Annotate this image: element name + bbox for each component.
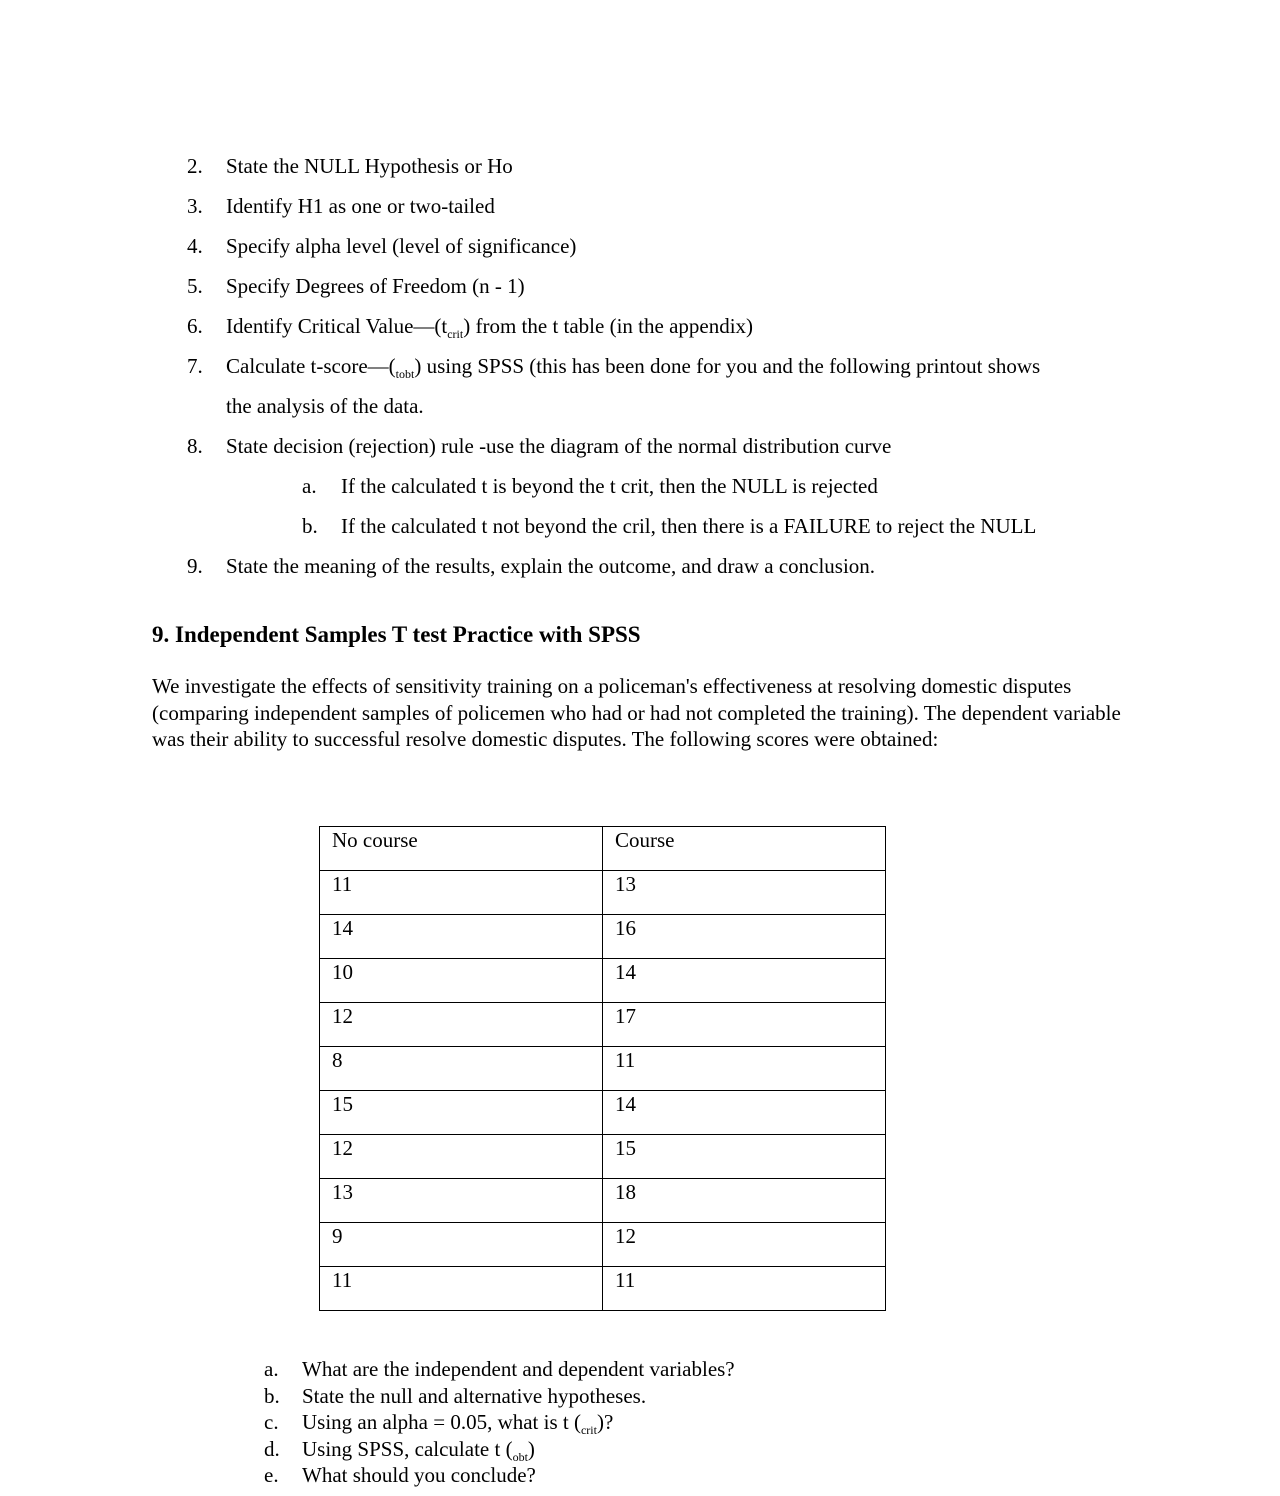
no-course-score-cell: 14: [320, 915, 603, 959]
table-row: [320, 1223, 886, 1267]
step-number: 4.: [187, 234, 203, 258]
question-letter: e.: [264, 1463, 279, 1487]
question-text: Using SPSS, calculate t (: [302, 1436, 513, 1461]
table-row: [320, 871, 886, 915]
step-number: 7.: [187, 354, 203, 378]
table-header-row: [320, 827, 886, 871]
course-score-cell: 14: [603, 1091, 886, 1135]
rule-text: If the calculated t not beyond the cril, then there is a FAILURE to reject the NULL: [341, 514, 1037, 538]
decision-rule-item: [302, 506, 1187, 546]
course-score-cell: 17: [603, 1003, 886, 1047]
step-number: 8.: [187, 434, 203, 458]
decision-rule-item: [302, 466, 1187, 506]
step-number: 6.: [187, 314, 203, 338]
course-score-cell: 16: [603, 915, 886, 959]
no-course-score-cell: 12: [320, 1135, 603, 1179]
step-item: [187, 186, 1187, 226]
question-item: [264, 1383, 735, 1410]
no-course-score-cell: 9: [320, 1223, 603, 1267]
table-row: [320, 915, 886, 959]
no-course-score-cell: 8: [320, 1047, 603, 1091]
question-letter: b.: [264, 1383, 280, 1408]
no-course-score-cell: 12: [320, 1003, 603, 1047]
step-item: [187, 426, 1187, 546]
step-number: 3.: [187, 194, 203, 218]
procedure-steps-list: [187, 146, 1187, 586]
step-text: State the meaning of the results, explain the outcome, and draw a conclusion.: [226, 554, 876, 578]
step-item: [187, 266, 1187, 306]
course-score-cell: 11: [603, 1267, 886, 1311]
no-course-score-cell: 11: [320, 1267, 603, 1311]
rule-letter: a.: [302, 474, 317, 498]
step-text: Identify Critical Value—(t: [226, 314, 448, 338]
no-course-score-cell: 13: [320, 1179, 603, 1223]
step-text-continued: the analysis of the data.: [226, 394, 424, 418]
no-course-score-cell: 11: [320, 871, 603, 915]
rule-letter: b.: [302, 514, 318, 538]
subscript: crit: [580, 1423, 597, 1437]
subscript: crit: [447, 327, 464, 341]
step-text: State decision (rejection) rule -use the diagram of the normal distribution curve: [226, 434, 892, 458]
subscript: tobt: [395, 367, 415, 381]
step-text: Calculate t-score—(: [226, 354, 396, 378]
scores-table: [319, 826, 886, 1311]
question-letter: a.: [264, 1357, 279, 1381]
rule-text: If the calculated t is beyond the t crit, then the NULL is rejected: [341, 474, 878, 498]
course-score-cell: 15: [603, 1135, 886, 1179]
step-number: 9.: [187, 554, 203, 578]
step-item: [187, 546, 1187, 586]
course-score-cell: 11: [603, 1047, 886, 1091]
step-item: [187, 226, 1187, 266]
question-item: [264, 1462, 735, 1489]
table-row: [320, 1091, 886, 1135]
question-text: What should you conclude?: [302, 1463, 536, 1487]
table-row: [320, 1179, 886, 1223]
table-row: [320, 959, 886, 1003]
no-course-score-cell: 10: [320, 959, 603, 1003]
section-heading: 9. Independent Samples T test Practice with SPSS: [152, 622, 641, 647]
step-text: Specify Degrees of Freedom (n - 1): [226, 274, 525, 298]
question-item: [264, 1409, 735, 1436]
question-text: What are the independent and dependent variables?: [302, 1357, 735, 1381]
question-item: [264, 1436, 735, 1463]
step-item: [187, 346, 1187, 426]
step-text: ) from the t table (in the appendix): [463, 314, 754, 338]
table-row: [320, 1267, 886, 1311]
question-letter: c.: [264, 1410, 279, 1434]
intro-paragraph: We investigate the effects of sensitivity training on a policeman's effectiveness at resolving domestic disputes (comparing independent samples of policemen who had or had not completed the training). The dependent variable was their ability to successful resolve domestic disputes. The following scores were obtained:: [152, 674, 1121, 751]
step-number: 2.: [187, 154, 203, 178]
step-number: 5.: [187, 274, 203, 298]
step-item: [187, 146, 1187, 186]
column-header: No course: [320, 827, 603, 871]
course-score-cell: 18: [603, 1179, 886, 1223]
no-course-score-cell: 15: [320, 1091, 603, 1135]
question-text: )?: [596, 1410, 614, 1434]
step-text: State the NULL Hypothesis or Ho: [226, 154, 513, 178]
decision-rules-list: [226, 466, 1187, 546]
course-score-cell: 13: [603, 871, 886, 915]
step-text: ) using SPSS (this has been done for you and the following printout shows: [414, 354, 1041, 378]
question-text: Using an alpha = 0.05, what is t (: [302, 1410, 581, 1434]
course-score-cell: 12: [603, 1223, 886, 1267]
course-score-cell: 14: [603, 959, 886, 1003]
question-item: [264, 1356, 735, 1383]
subscript: obt: [512, 1449, 528, 1464]
table-row: [320, 1135, 886, 1179]
step-item: [187, 306, 1187, 346]
step-text: Specify alpha level (level of significance): [226, 234, 577, 258]
questions-list: [264, 1356, 735, 1489]
question-letter: d.: [264, 1436, 280, 1461]
question-text: State the null and alternative hypotheses.: [302, 1383, 647, 1408]
table-row: [320, 1003, 886, 1047]
question-text: ): [527, 1436, 535, 1461]
column-header: Course: [603, 827, 886, 871]
step-text: Identify H1 as one or two-tailed: [226, 194, 495, 218]
table-row: [320, 1047, 886, 1091]
